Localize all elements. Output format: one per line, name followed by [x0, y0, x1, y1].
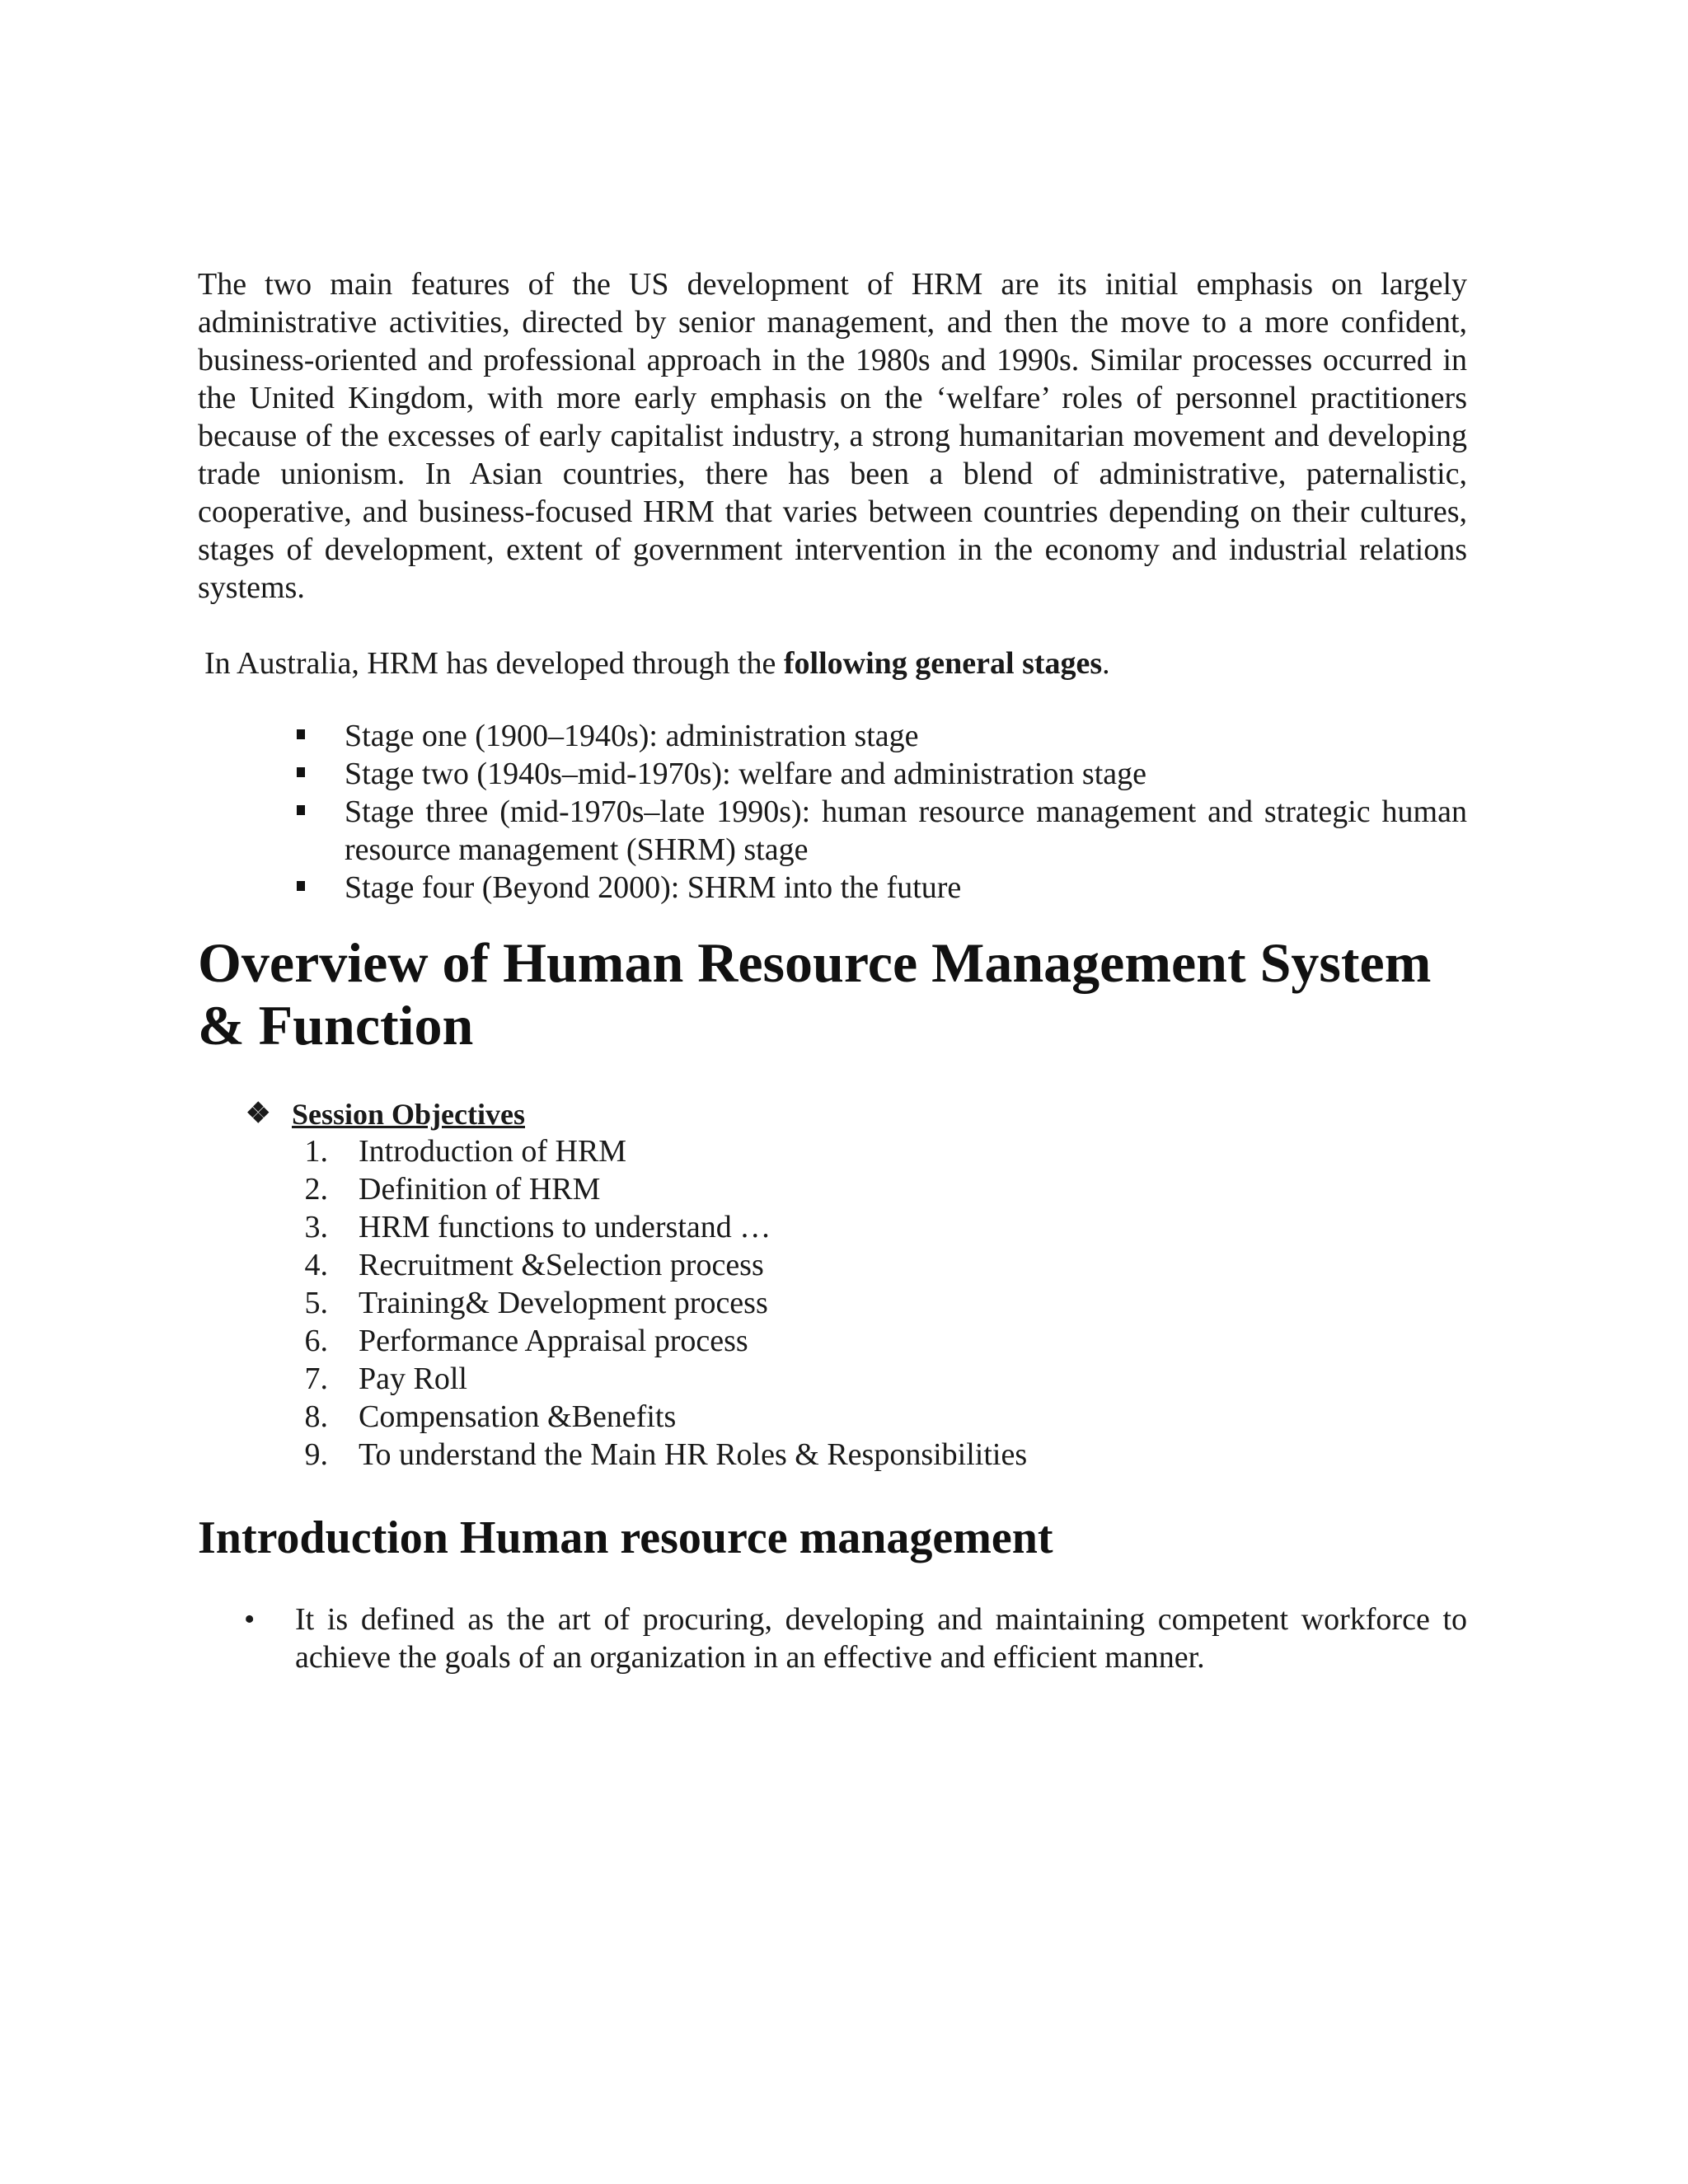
- stage-text: Stage one (1900–1940s): administration stage: [345, 719, 919, 753]
- objective-item: [198, 1436, 1467, 1474]
- objective-text: Performance Appraisal process: [359, 1324, 748, 1358]
- objective-text: Compensation &Benefits: [359, 1399, 677, 1434]
- objective-text: Recruitment &Selection process: [359, 1248, 764, 1282]
- square-bullet-icon: [297, 767, 305, 777]
- stage-item: [198, 793, 1467, 869]
- stage-item: [198, 717, 1467, 755]
- objective-item: [198, 1360, 1467, 1398]
- objective-text: Pay Roll: [359, 1361, 467, 1396]
- objective-item: [198, 1132, 1467, 1170]
- stage-item: [198, 869, 1467, 907]
- objective-number: 4.: [304, 1248, 328, 1282]
- objectives-list: [198, 1132, 1467, 1474]
- round-bullet-icon: •: [244, 1602, 256, 1637]
- introduction-heading: Introduction Human resource management: [198, 1512, 1053, 1563]
- objective-text: Introduction of HRM: [359, 1134, 627, 1169]
- four-diamond-bullet-icon: ❖: [246, 1099, 271, 1129]
- objective-item: [198, 1284, 1467, 1322]
- definition-item: [198, 1601, 1467, 1676]
- session-objectives-heading: [246, 1096, 1467, 1132]
- objective-number: 1.: [304, 1134, 328, 1169]
- stage-text: Stage four (Beyond 2000): SHRM into the future: [345, 870, 962, 905]
- objective-item: [198, 1208, 1467, 1246]
- objective-number: 8.: [304, 1399, 328, 1434]
- lead-suffix: .: [1102, 646, 1110, 681]
- objective-item: [198, 1322, 1467, 1360]
- square-bullet-icon: [297, 881, 305, 891]
- lead-prefix: In Australia, HRM has developed through the: [204, 646, 784, 681]
- stage-text: Stage two (1940s–mid-1970s): welfare and administration stage: [345, 757, 1147, 791]
- stage-item: [198, 755, 1467, 793]
- stage-text: Stage three (mid-1970s–late 1990s): human resource management and strategic human resource management (SHRM) stage: [345, 794, 1467, 867]
- session-objectives-label: Session Objectives: [292, 1098, 525, 1131]
- objective-text: Training& Development process: [359, 1286, 768, 1320]
- objective-number: 9.: [304, 1437, 328, 1472]
- stages-lead-sentence: [204, 644, 1467, 682]
- objective-item: [198, 1398, 1467, 1436]
- objective-number: 5.: [304, 1286, 328, 1320]
- objective-number: 6.: [304, 1324, 328, 1358]
- objective-text: To understand the Main HR Roles & Responsibilities: [359, 1437, 1028, 1472]
- objective-text: HRM functions to understand …: [359, 1210, 771, 1244]
- lead-bold-text: following general stages: [783, 646, 1103, 681]
- objective-text: Definition of HRM: [359, 1172, 601, 1207]
- square-bullet-icon: [297, 805, 305, 815]
- document-content: [198, 265, 1467, 1676]
- objective-number: 7.: [304, 1361, 328, 1396]
- objective-number: 2.: [304, 1172, 328, 1207]
- overview-heading: Overview of Human Resource Management System & Function: [198, 931, 1432, 1057]
- square-bullet-icon: [297, 729, 305, 739]
- definition-text: It is defined as the art of procuring, developing and maintaining competent workforce to achieve the goals of an organization in an effective and efficient manner.: [295, 1602, 1467, 1675]
- objective-item: [198, 1246, 1467, 1284]
- definition-list: [198, 1601, 1467, 1676]
- objective-item: [198, 1170, 1467, 1208]
- stages-list: [198, 717, 1467, 907]
- intro-paragraph: The two main features of the US development of HRM are its initial emphasis on largely administrative activities, directed by senior management, and then the move to a more confident, business-oriented and professional approach in the 1980s and 1990s. Similar processes occurred in the United Kingdom, with more early emphasis on the ‘welfare’ roles of personnel practitioners because of the excesses of early capitalist industry, a strong humanitarian movement and developing trade unionism. In Asian countries, there has been a blend of administrative, paternalistic, cooperative, and business-focused HRM that varies between countries depending on their cultures, stages of development, extent of government intervention in the economy and industrial relations systems.: [198, 267, 1467, 605]
- objective-number: 3.: [304, 1210, 328, 1244]
